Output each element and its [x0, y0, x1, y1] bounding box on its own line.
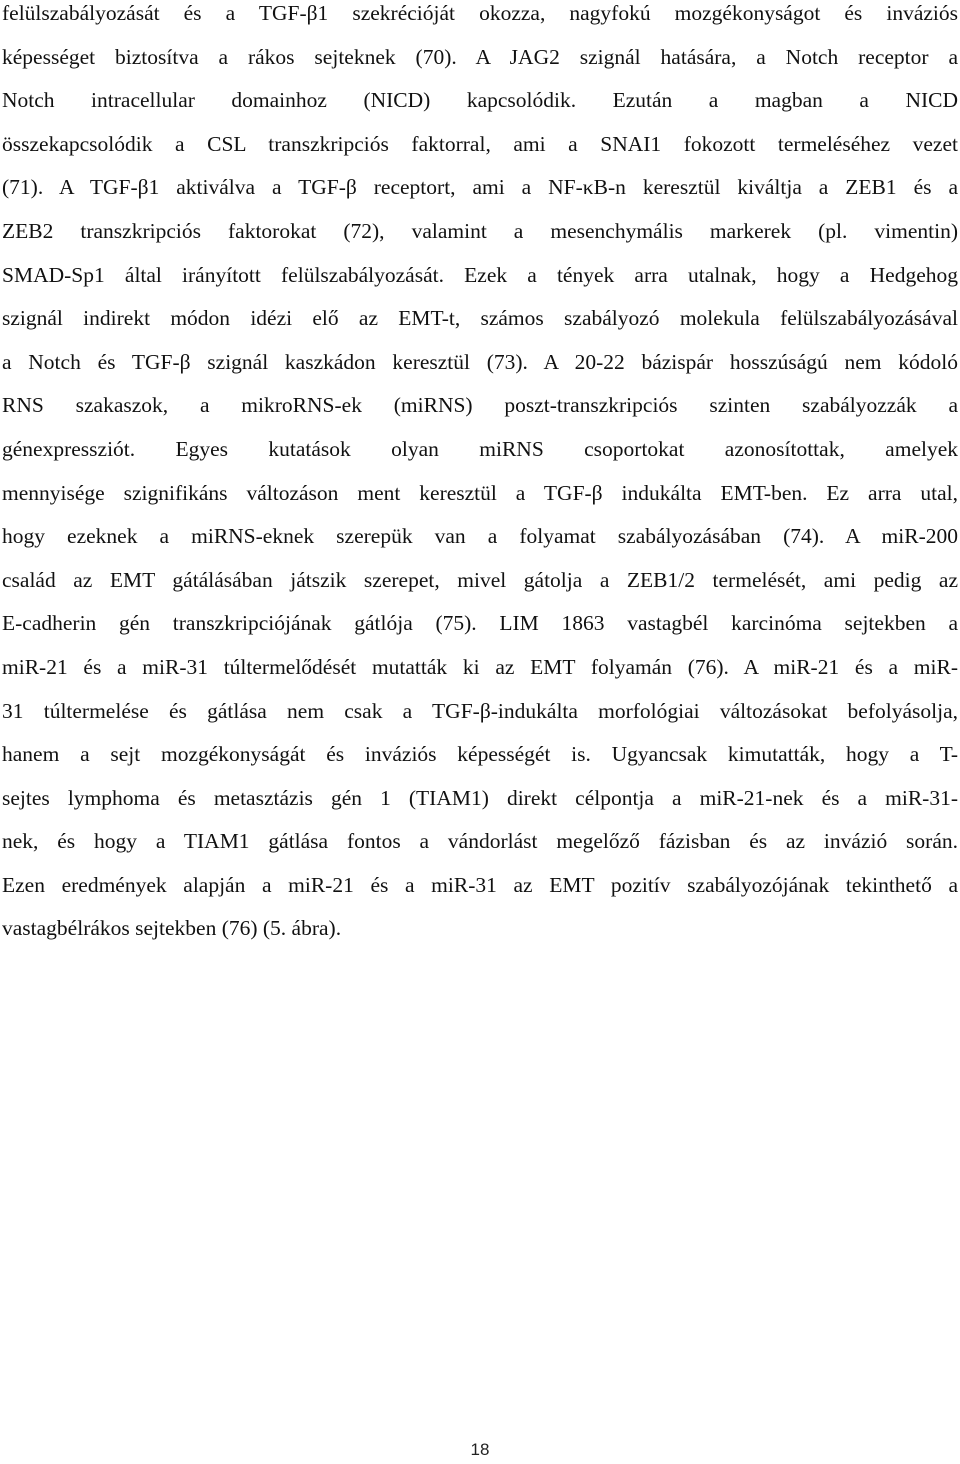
text-line: Ezen eredmények alapján a miR-21 és a miR-31 az EMT pozitív szabályozójának tekinthető a [2, 872, 958, 897]
text-line: (71). A TGF-β1 aktiválva a TGF-β receptort, ami a NF-κB-n keresztül kiváltja a ZEB1 és a [2, 175, 958, 200]
text-line: SMAD-Sp1 által irányított felülszabályozását. Ezek a tények arra utalnak, hogy a Hedgehog [2, 262, 958, 287]
text-line: nek, és hogy a TIAM1 gátlása fontos a vándorlást megelőző fázisban és az invázió során. [2, 829, 958, 854]
text-line: miR-21 és a miR-31 túltermelődését mutatták ki az EMT folyamán (76). A miR-21 és a miR- [2, 654, 958, 679]
text-line: Notch intracellular domainhoz (NICD) kapcsolódik. Ezután a magban a NICD [2, 88, 958, 113]
text-line: mennyisége szignifikáns változáson ment keresztül a TGF-β indukálta EMT-ben. Ez arra utal, [2, 480, 958, 505]
text-line: sejtes lymphoma és metasztázis gén 1 (TIAM1) direkt célpontja a miR-21-nek és a miR-31- [2, 785, 958, 810]
text-line: a Notch és TGF-β szignál kaszkádon keresztül (73). A 20-22 bázispár hosszúságú nem kódoló [2, 349, 958, 374]
page-number: 18 [470, 1440, 490, 1459]
text-line: génexpressziót. Egyes kutatások olyan miRNS csoportokat azonosítottak, amelyek [2, 436, 958, 461]
text-line: hanem a sejt mozgékonyságát és inváziós képességét is. Ugyancsak kimutatták, hogy a T- [2, 742, 958, 767]
text-line: ZEB2 transzkripciós faktorokat (72), valamint a mesenchymális markerek (pl. vimentin) [2, 218, 958, 243]
text-line: 31 túltermelése és gátlása nem csak a TGF-β-indukálta morfológiai változásokat befolyásolja, [2, 698, 958, 723]
text-line: felülszabályozását és a TGF-β1 szekrécióját okozza, nagyfokú mozgékonyságot és inváziós [2, 1, 958, 25]
body-paragraph [2, 0, 958, 951]
text-line: család az EMT gátálásában játszik szerepet, mivel gátolja a ZEB1/2 termelését, ami pedig az [2, 567, 958, 592]
text-line: hogy ezeknek a miRNS-eknek szerepük van a folyamat szabályozásában (74). A miR-200 [2, 524, 958, 549]
text-line: szignál indirekt módon idézi elő az EMT-t, számos szabályozó molekula felülszabályozásával [2, 306, 958, 331]
text-line: képességet biztosítva a rákos sejteknek (70). A JAG2 szignál hatására, a Notch receptor a [2, 44, 958, 69]
text-line: vastagbélrákos sejtekben (76) (5. ábra). [2, 916, 342, 941]
text-line: összekapcsolódik a CSL transzkripciós faktorral, ami a SNAI1 fokozott termeléséhez vezet [2, 131, 958, 156]
text-line: RNS szakaszok, a mikroRNS-ek (miRNS) poszt-transzkripciós szinten szabályozzák a [2, 393, 958, 418]
text-line: E-cadherin gén transzkripciójának gátlója (75). LIM 1863 vastagbél karcinóma sejtekben a [2, 611, 958, 636]
